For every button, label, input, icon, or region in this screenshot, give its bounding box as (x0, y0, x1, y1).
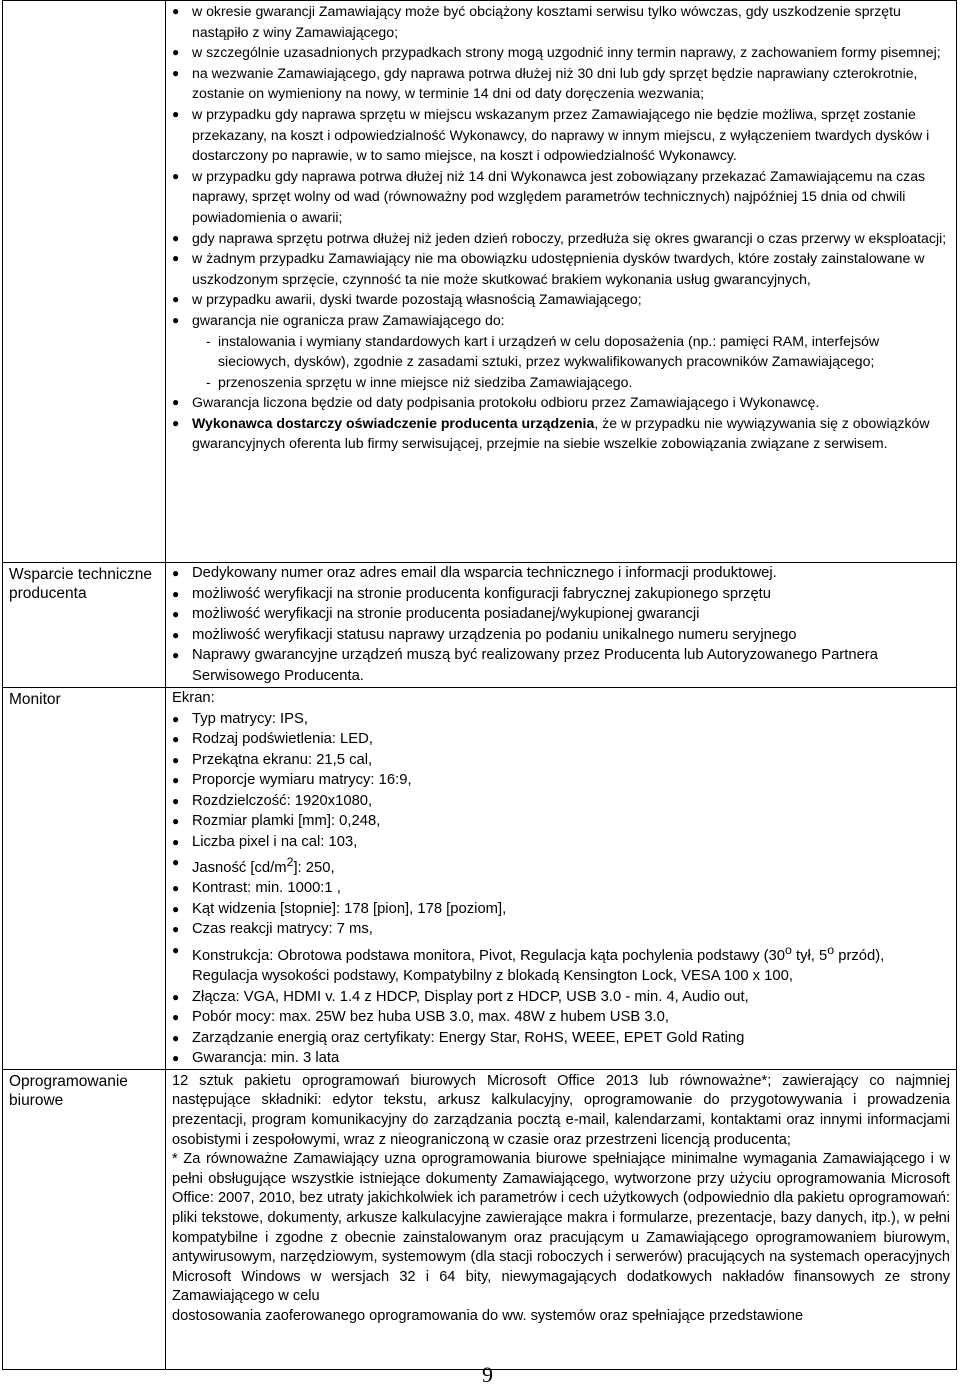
bold-text: Wykonawca dostarczy oświadczenie producenta urządzenia (192, 414, 595, 431)
list-item-text: Jasność [cd/m (192, 859, 287, 876)
list-item (166, 413, 956, 454)
monitor-heading: Ekran: (172, 690, 215, 706)
table-row (3, 563, 957, 688)
list-item: ● Przekątna ekranu: 21,5 cal, (166, 750, 956, 771)
list-item: ● w przypadku awarii, dyski twarde pozostają własnością Zamawiającego; (166, 289, 956, 310)
list-item: ● na wezwanie Zamawiającego, gdy naprawa potrwa dłużej niż 30 dni lub gdy sprzęt będzie naprawiany czterokrotnie, zostanie on wymieniony na nowy, w terminie 14 dni od daty doręczenia wezwania; (166, 63, 956, 104)
dash-list (192, 331, 952, 393)
list-item: ● Kąt widzenia [stopnie]: 178 [pion], 178 [poziom], (166, 899, 956, 920)
list-item: ● w żadnym przypadku Zamawiający nie ma obowiązku udostępnienia dysków twardych, które zostały zainstalowane w uszkodzonym sprzęcie, czynność ta nie może skutkować brakiem wykonania usług gwarancyjnych, (166, 248, 956, 289)
dash-item: - przenoszenia sprzętu w inne miejsce niż siedziba Zamawiającego. (206, 372, 952, 393)
dash-item: - instalowania i wymiany standardowych kart i urządzeń w celu doposażenia (np.: pamięci RAM, interfejsów sieciowych, dysków), zgodnie z zasadami sztuki, przez wykwalifikowanych pracowników Zamawiającego; (206, 331, 952, 372)
row-label: Oprogramowanie biurowe (3, 1069, 166, 1369)
list-item: ● Typ matrycy: IPS, (166, 709, 956, 730)
list-item: ● Rodzaj podświetlenia: LED, (166, 729, 956, 750)
list-item-text: ]: 250, (293, 859, 335, 876)
list-item (166, 940, 956, 987)
list-item-text: przód), Regulacja wysokości podstawy, Kompatybilny z blokadą Kensington Lock, VESA 100 x 100, (192, 947, 885, 985)
list-item: ● Naprawy gwarancyjne urządzeń muszą być realizowany przez Producenta lub Autoryzowanego Partnera Serwisowego Producenta. (166, 645, 956, 686)
row-label: Wsparcie techniczne producenta (3, 563, 166, 688)
list-item: ● Pobór mocy: max. 25W bez huba USB 3.0, max. 48W z hubem USB 3.0, (166, 1007, 956, 1028)
list-item: ● w przypadku gdy naprawa sprzętu w miejscu wskazanym przez Zamawiającego nie będzie możliwa, sprzęt zostanie przekazany, na koszt i odpowiedzialność Wykonawcy, do naprawy w innym miejscu, z wyłączeniem twardych dysków i dostarczony po naprawie, w to samo miejsce, na koszt i odpowiedzialność Wykonawcy. (166, 104, 956, 166)
table-row (3, 1, 957, 563)
paragraph: dostosowania zaoferowanego oprogramowania do ww. systemów oraz spełniające przedstawione (172, 1307, 804, 1324)
spec-table (2, 0, 957, 1370)
list-item: ● w okresie gwarancji Zamawiający może być obciążony kosztami serwisu tylko wówczas, gdy uszkodzenie sprzętu nastąpiło z winy Zamawiającego; (166, 1, 956, 42)
list-item: ● możliwość weryfikacji statusu naprawy urządzenia po podaniu unikalnego numeru seryjnego (166, 625, 956, 646)
list-item-text: tył, 5 (791, 947, 828, 964)
list-item: ● Kontrast: min. 1000:1 , (166, 878, 956, 899)
list-item: ● Rozmiar plamki [mm]: 0,248, (166, 811, 956, 832)
list-item: ● możliwość weryfikacji na stronie producenta konfiguracji fabrycznej zakupionego sprzętu (166, 584, 956, 605)
list-item: ● w przypadku gdy naprawa potrwa dłużej niż 14 dni Wykonawca jest zobowiązany przekazać Zamawiającemu na czas naprawy, sprzęt wolny od wad (równoważny pod względem parametrów technicznych) najpóźniej 15 dnia od chwili powiadomienia o awarii; (166, 166, 956, 228)
list-item (166, 852, 956, 878)
list-item-text: , że w przypadku nie wywiązywania się z obowiązków gwarancyjnych oferenta lub firmy serwisującej, przejmie na siebie wszelkie zobowiązania związane z serwisem. (192, 414, 930, 452)
superscript: 2 (286, 855, 294, 869)
superscript: o (827, 942, 835, 957)
row-content (166, 1069, 957, 1369)
table-row (3, 1069, 957, 1369)
list-item: ● Dedykowany numer oraz adres email dla wsparcia technicznego i informacji produktowej. (166, 563, 956, 584)
list-item (166, 310, 956, 392)
support-list (166, 563, 956, 686)
paragraph: 12 sztuk pakietu oprogramowań biurowych Microsoft Office 2013 lub równoważne*; zawierający co najmniej następujące składniki: edytor tekstu, arkusz kalkulacyjny, oprogramowanie do przygotowywania i prowadzenia prezentacji, program komunikacyjny do zarządzania pocztą e-mail, kalendarzami, kontaktami oraz innymi informacjami osobistymi i zespołowymi, wraz z nieograniczoną w czasie oraz przestrzeni licencją producenta; (172, 1072, 950, 1148)
list-item-text: gwarancja nie ogranicza praw Zamawiającego do: (192, 311, 505, 328)
table-row (3, 688, 957, 1070)
list-item-text: Konstrukcja: Obrotowa podstawa monitora, Pivot, Regulacja kąta pochylenia podstawy (30 (192, 947, 786, 964)
warranty-list (166, 1, 956, 454)
row-label (3, 1, 166, 563)
page-number: 9 (482, 1362, 493, 1387)
list-item: ● Proporcje wymiaru matrycy: 16:9, (166, 770, 956, 791)
row-content (166, 1, 957, 563)
list-item: ● możliwość weryfikacji na stronie producenta posiadanej/wykupionej gwarancji (166, 604, 956, 625)
row-content (166, 688, 957, 1070)
list-item: ● Czas reakcji matrycy: 7 ms, (166, 919, 956, 940)
paragraph: * Za równoważne Zamawiający uzna oprogramowania biurowe spełniające minimalne wymagania Zamawiającego i w pełni obsługujące wszystkie istniejące dokumenty Zamawiającego, wytworzone przy użyciu oprogramowania Microsoft Office: 2007, 2010, bez utraty jakichkolwiek ich parametrów i cech użytkowych (odpowiednio dla pakietu oprogramowań: pliki tekstowe, dokumenty, arkusze kalkulacyjne zawierające makra i formularze, prezentacje, bazy danych, itp.), w pełni kompatybilne i zgodne z obecnie zainstalowanym oraz pracującym u Zamawiającego oprogramowaniem biurowym, antywirusowym, narzędziowym, systemowym (dla stacji roboczych i serwerów) pracujących na systemach operacyjnych Microsoft Windows w wersjach 32 i 64 bity, niewymagających dodatkowych nakładów finansowych ze strony Zamawiającego w celu (172, 1151, 950, 1305)
software-description (166, 1070, 956, 1327)
list-item: ● Rozdzielczość: 1920x1080, (166, 791, 956, 812)
list-item: ● Liczba pixel i na cal: 103, (166, 832, 956, 853)
list-item: ● Zarządzanie energią oraz certyfikaty: Energy Star, RoHS, WEEE, EPET Gold Rating (166, 1028, 956, 1049)
monitor-spec-list (166, 709, 956, 1069)
row-label: Monitor (3, 688, 166, 1070)
list-item: ● Gwarancja: min. 3 lata (166, 1048, 956, 1069)
list-item: ● gdy naprawa sprzętu potrwa dłużej niż jeden dzień roboczy, przedłuża się okres gwarancji o czas przerwy w eksploatacji; (166, 228, 956, 249)
list-item: ● Gwarancja liczona będzie od daty podpisania protokołu odbioru przez Zamawiającego i Wykonawcę. (166, 392, 956, 413)
list-item: ● Złącza: VGA, HDMI v. 1.4 z HDCP, Display port z HDCP, USB 3.0 - min. 4, Audio out, (166, 987, 956, 1008)
list-item: ● w szczególnie uzasadnionych przypadkach strony mogą uzgodnić inny termin naprawy, z zachowaniem formy pisemnej; (166, 42, 956, 63)
superscript: o (785, 942, 792, 957)
row-content (166, 563, 957, 688)
